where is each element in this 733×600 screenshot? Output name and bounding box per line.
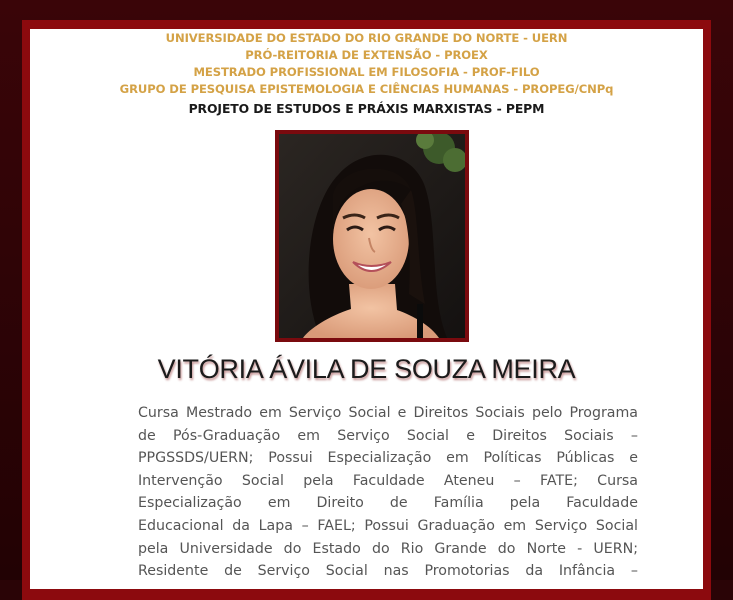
profile-photo [275,130,469,342]
bio-line: Educacional da Lapa – FAEL; Possui Graduação em Serviço Social [138,517,638,534]
header-research-group: GRUPO DE PESQUISA EPISTEMOLOGIA E CIÊNCIAS HUMANAS - PROPEG/CNPq [119,82,614,96]
header-proex: PRÓ-REITORIA DE EXTENSÃO - PROEX [245,48,488,62]
bio-line: Residente de Serviço Social nas Promotorias da Infância – [138,563,638,580]
header-university: UNIVERSIDADE DO ESTADO DO RIO GRANDE DO NORTE - UERN [165,31,568,45]
bio-line: de Pós-Graduação em Serviço Social e Direitos Sociais – [138,427,638,444]
bio-line: Especialização em Direito de Família pela Faculdade [138,495,638,512]
bio-line: Intervenção Social pela Faculdade Ateneu – FATE; Cursa [138,472,638,489]
bio-line: PPGSSDS/UERN; Possui Especialização em Políticas Públicas e [138,450,638,467]
portrait-image [279,134,465,338]
header-masters: MESTRADO PROFISSIONAL EM FILOSOFIA - PROF-FILO [193,65,540,79]
bio-line: pela Universidade do Estado do Rio Grande do Norte - UERN; [138,540,638,557]
bio-line: Cursa Mestrado em Serviço Social e Direitos Sociais pelo Programa [138,405,638,421]
document-page [30,29,703,589]
person-name: VITÓRIA ÁVILA DE SOUZA MEIRA [157,354,576,384]
biography-text [138,402,638,583]
header-project: PROJETO DE ESTUDOS E PRÁXIS MARXISTAS - PEPM [188,101,545,116]
